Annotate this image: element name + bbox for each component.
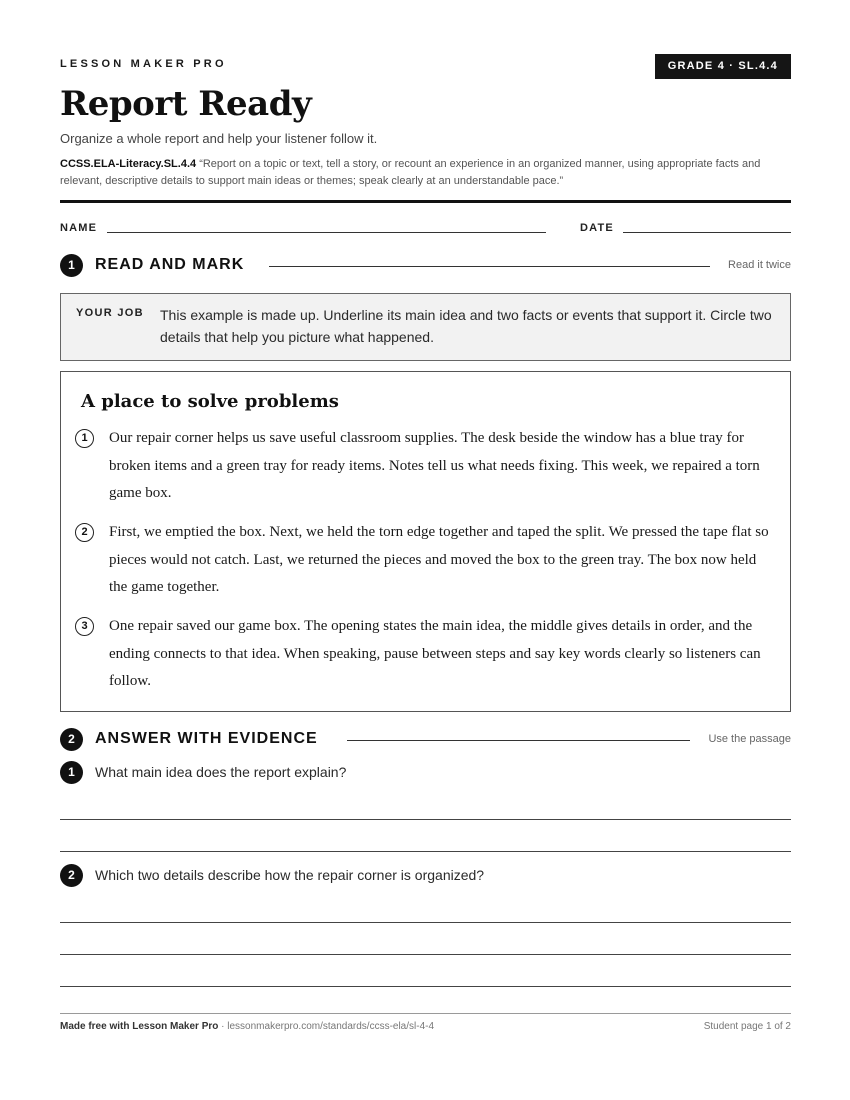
grade-badge: GRADE 4 · SL.4.4 [655, 54, 791, 79]
name-label: NAME [60, 222, 98, 234]
paragraph-number: 3 [75, 617, 94, 636]
question-item [60, 761, 791, 785]
paragraph-text: One repair saved our game box. The opening states the main idea, the middle gives details in order, and the ending connects to that idea. When speaking, pause between steps and say key words clearly so listeners can follow. [109, 618, 761, 689]
section-divider [269, 266, 710, 267]
paragraph-text: Our repair corner helps us save useful classroom supplies. The desk beside the window has a blue tray for broken items and a green tray for ready items. Notes tell us what needs fixing. This week, we repaired a torn game box. [109, 430, 760, 501]
footer-divider [60, 1013, 791, 1014]
answer-line[interactable] [60, 851, 791, 852]
section-title: READ AND MARK [95, 256, 245, 273]
question-number: 2 [60, 864, 83, 887]
standard-text: “Report on a topic or text, tell a story, or recount an experience in an organized manner, using appropriate facts and relevant, descriptive details to support main ideas or themes; speak clearly at an understandable pace.” [60, 158, 761, 187]
standard-code: CCSS.ELA-Literacy.SL.4.4 [60, 158, 197, 170]
paragraph-number: 1 [75, 429, 94, 448]
paragraph-text: First, we emptied the box. Next, we held the torn edge together and taped the split. We pressed the tape flat so pieces would not catch. Last, we returned the pieces and moved the box to the green tray. The box now held the game together. [109, 524, 769, 595]
answer-line[interactable] [60, 954, 791, 955]
question-number: 1 [60, 761, 83, 784]
job-instructions-box [60, 293, 791, 361]
paragraph-number: 2 [75, 523, 94, 542]
section-title: ANSWER WITH EVIDENCE [95, 730, 318, 747]
passage-title: A place to solve problems [81, 391, 339, 412]
answer-line[interactable] [60, 922, 791, 923]
header-divider [60, 200, 791, 203]
question-item [60, 864, 791, 888]
section-answer-with-evidence [60, 728, 791, 752]
footer-url[interactable]: · lessonmakerpro.com/standards/ccss-ela/sl-4-4 [218, 1021, 435, 1032]
job-text: This example is made up. Underline its main idea and two facts or events that support it. Circle two details that help you picture what happened. [160, 307, 772, 345]
name-field[interactable] [107, 232, 546, 233]
date-label: DATE [580, 222, 614, 234]
brand-name: LESSON MAKER PRO [60, 58, 227, 70]
section-number: 2 [60, 728, 83, 751]
date-field[interactable] [623, 232, 791, 233]
question-text: Which two details describe how the repair corner is organized? [95, 867, 485, 883]
page-title: Report Ready [60, 84, 312, 124]
footer-page-number: Student page 1 of 2 [703, 1021, 791, 1032]
section-divider [347, 740, 690, 741]
section-hint: Read it twice [728, 259, 791, 271]
page-subtitle: Organize a whole report and help your listener follow it. [60, 131, 378, 146]
question-text: What main idea does the report explain? [95, 764, 347, 780]
footer-credit [60, 1021, 434, 1032]
name-date-row [60, 222, 791, 236]
job-label: YOUR JOB [76, 307, 144, 319]
section-read-and-mark [60, 254, 791, 278]
answer-line[interactable] [60, 819, 791, 820]
section-hint: Use the passage [708, 733, 791, 745]
answer-line[interactable] [60, 986, 791, 987]
standard-description [60, 156, 791, 190]
reading-passage [60, 371, 791, 712]
section-number: 1 [60, 254, 83, 277]
footer-made-with: Made free with Lesson Maker Pro [60, 1021, 219, 1032]
